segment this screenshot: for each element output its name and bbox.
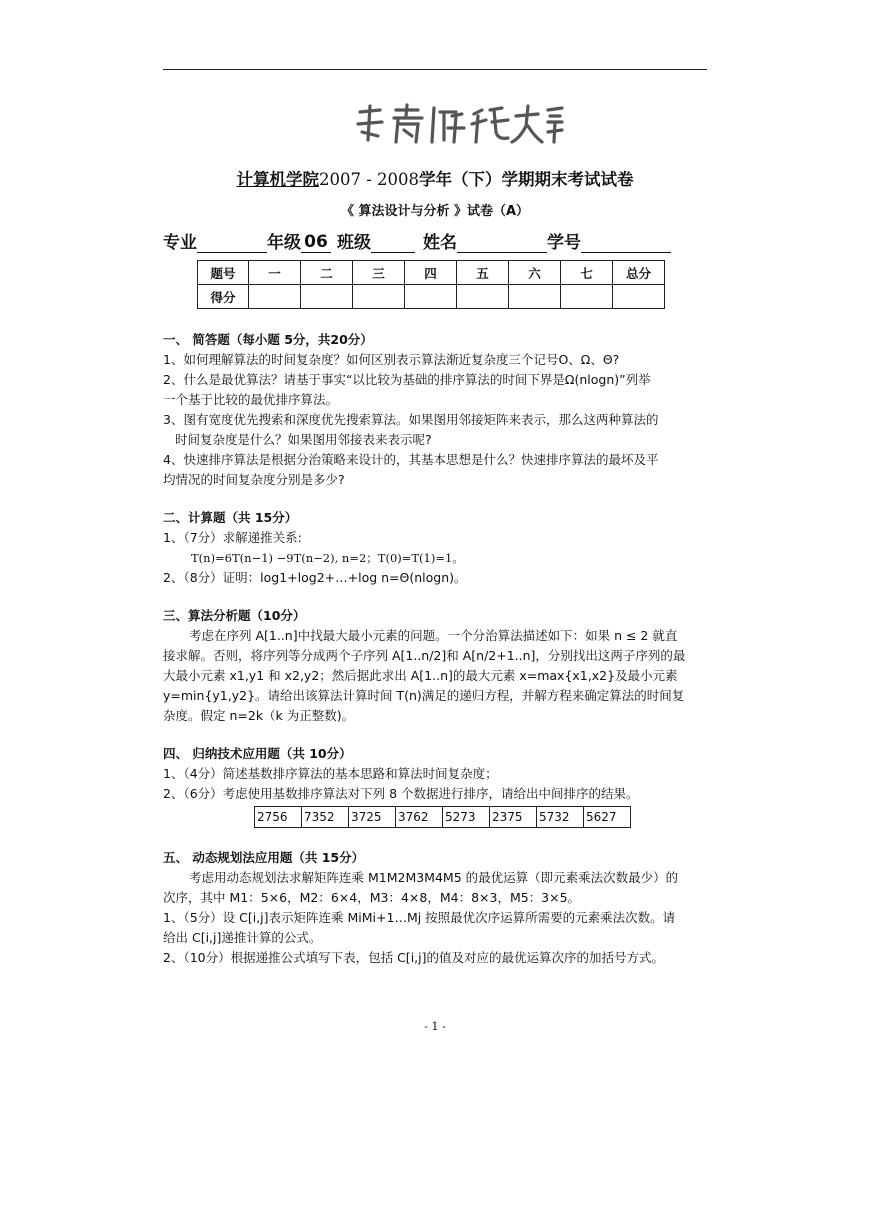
logo-calligraphy-icon [352, 102, 564, 146]
section4-heading: 四、 归纳技术应用题（共 10分） [163, 746, 352, 761]
score-header-cell: 三 [353, 261, 405, 285]
section5-line1: 考虑用动态规划法求解矩阵连乘 M1M2M3M4M5 的最优运算（即元素乘法次数最少）的 [189, 870, 679, 885]
score-header-cell: 二 [301, 261, 353, 285]
student-info-line [163, 228, 707, 252]
radix-number-cell: 3725 [349, 807, 396, 828]
section3-line5: 杂度。假定 n=2k（k 为正整数)。 [163, 708, 355, 723]
name-label: 姓名 [423, 233, 457, 253]
university-logo [352, 102, 564, 146]
spacer [163, 726, 709, 744]
score-header-cell: 一 [249, 261, 301, 285]
radix-number-cell: 3762 [396, 807, 443, 828]
section4-q2: 2、（6分）考虑使用基数排序算法对下列 8 个数据进行排序，请给出中间排序的结果。 [163, 786, 639, 801]
section1-q4-line1: 4、快速排序算法是根据分治策略来设计的，其基本思想是什么？快速排序算法的最坏及平 [163, 452, 659, 467]
section1-q3-line2: 时间复杂度是什么？如果图用邻接表来表示呢? [175, 432, 432, 447]
grade-field[interactable]: 06 [301, 232, 331, 253]
score-value-row [198, 285, 665, 309]
name-field[interactable] [457, 233, 547, 253]
title-college: 计算机学院 [236, 170, 319, 189]
radix-number-cell: 5273 [443, 807, 490, 828]
section5-line2: 次序，其中 M1：5×6，M2：6×4，M3：4×8，M4：8×3，M5：3×5。 [163, 890, 581, 905]
score-row-label: 得分 [198, 285, 249, 309]
section5-line3: 1、（5分）设 C[i,j]表示矩阵连乘 MiMi+1…Mj 按照最优次序运算所需要的元素乘法次数。请 [163, 910, 676, 925]
title-term: 学年（下）学期期末考试试卷 [419, 170, 634, 189]
score-header-cell: 四 [405, 261, 457, 285]
score-header-cell: 六 [509, 261, 561, 285]
score-table [197, 260, 665, 309]
radix-number-cell: 5627 [584, 807, 631, 828]
spacer [163, 490, 709, 508]
section5-line5: 2、（10分）根据递推公式填写下表，包括 C[i,j]的值及对应的最优运算次序的加括号方式。 [163, 950, 664, 965]
score-cell[interactable] [301, 285, 353, 309]
section5-line4: 给出 C[i,j]递推计算的公式。 [163, 930, 322, 945]
score-cell[interactable] [249, 285, 301, 309]
major-field[interactable] [197, 233, 267, 253]
section2-q1: 1、（7分）求解递推关系: [163, 530, 302, 545]
score-cell[interactable] [509, 285, 561, 309]
section1-q2-line2: 一个基于比较的最优排序算法。 [163, 392, 339, 407]
exam-content [163, 330, 709, 968]
section3-heading: 三、算法分析题（10分） [163, 608, 306, 623]
score-header-row [198, 261, 665, 285]
section3-line1: 考虑在序列 A[1..n]中找最大最小元素的问题。一个分治算法描述如下：如果 n ≤ 2 就直 [189, 628, 678, 643]
score-header-cell: 总分 [613, 261, 665, 285]
major-label: 专业 [163, 233, 197, 253]
section2-heading: 二、计算题（共 15分） [163, 510, 298, 525]
score-cell[interactable] [561, 285, 613, 309]
radix-number-cell: 2756 [255, 807, 302, 828]
radix-data-table [254, 806, 631, 828]
class-label: 班级 [337, 233, 371, 253]
class-field[interactable] [371, 233, 415, 253]
exam-title [163, 166, 707, 190]
score-cell[interactable] [613, 285, 665, 309]
top-rule [163, 69, 707, 70]
spacer [163, 830, 709, 848]
section3-line3: 大最小元素 x1,y1 和 x2,y2；然后据此求出 A[1..n]的最大元素 x=max{x1,x2}及最小元素 [163, 668, 678, 683]
radix-number-cell: 7352 [302, 807, 349, 828]
page-number: - 1 - [424, 1020, 446, 1033]
section2-formula: T(n)=6T(n−1) −9T(n−2), n=2；T(0)=T(1)=1。 [191, 551, 464, 565]
section1-q2-line1: 2、什么是最优算法？请基于事实“以比较为基础的排序算法的时间下界是Ω(nlogn)”列举 [163, 372, 651, 387]
score-header-cell: 五 [457, 261, 509, 285]
radix-number-cell: 2375 [490, 807, 537, 828]
score-cell[interactable] [457, 285, 509, 309]
section5-heading: 五、 动态规划法应用题（共 15分） [163, 850, 365, 865]
score-header-cell: 题号 [198, 261, 249, 285]
section4-q1: 1、（4分）简述基数排序算法的基本思路和算法时间复杂度； [163, 766, 498, 781]
score-cell[interactable] [353, 285, 405, 309]
radix-number-cell: 5732 [537, 807, 584, 828]
spacer [163, 588, 709, 606]
section1-q1: 1、如何理解算法的时间复杂度？如何区别表示算法渐近复杂度三个记号O、Ω、Θ? [163, 352, 620, 367]
score-cell[interactable] [405, 285, 457, 309]
exam-subtitle: 《 算法设计与分析 》试卷（A） [340, 204, 530, 219]
score-header-cell: 七 [561, 261, 613, 285]
section1-q3-line1: 3、图有宽度优先搜索和深度优先搜索算法。如果图用邻接矩阵来表示，那么这两种算法的 [163, 412, 659, 427]
title-years: 2007 - 2008 [318, 170, 420, 189]
radix-data-row [255, 807, 631, 828]
section3-line2: 接求解。否则，将序列等分成两个子序列 A[1..n/2]和 A[n/2+1..n]，分别找出这两子序列的最 [163, 648, 686, 663]
section2-q2: 2、（8分）证明：log1+log2+…+log n=Θ(nlogn)。 [163, 570, 467, 585]
section1-heading: 一、 简答题（每小题 5分，共20分） [163, 332, 373, 347]
section3-line4: y=min{y1,y2}。请给出该算法计算时间 T(n)满足的递归方程，并解方程来确定算法的时间复 [163, 688, 685, 703]
id-label: 学号 [547, 233, 581, 253]
section1-q4-line2: 均情况的时间复杂度分别是多少? [163, 472, 345, 487]
id-field[interactable] [581, 233, 671, 253]
grade-label: 年级 [267, 233, 301, 253]
